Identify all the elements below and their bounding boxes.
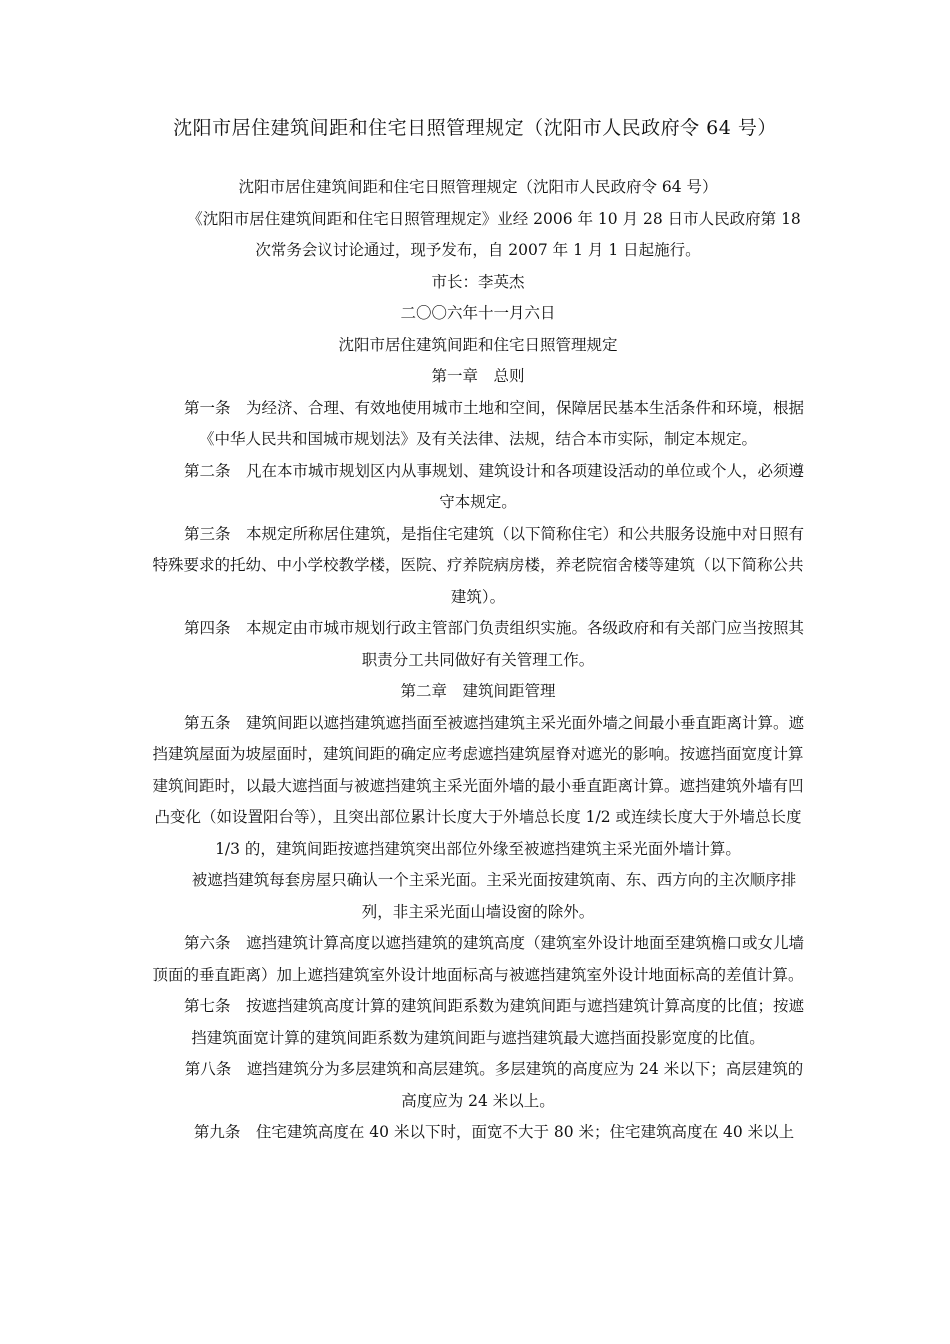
article-paragraph: 被遮挡建筑每套房屋只确认一个主采光面。主采光面按建筑南、东、西方向的主次顺序排列，非主采光面山墙设窗的除外。	[191, 871, 797, 921]
regulation-title: 沈阳市居住建筑间距和住宅日照管理规定	[338, 335, 618, 354]
article-paragraph: 第六条 遮挡建筑计算高度以遮挡建筑的建筑高度（建筑室外设计地面至建筑檐口或女儿墙顶面的垂直距离）加上遮挡建筑室外设计地面标高与被遮挡建筑室外设计地面标高的差值计算。	[152, 934, 804, 984]
promulgation-paragraph: 《沈阳市居住建筑间距和住宅日照管理规定》业经 2006 年 10 月 28 日市人民政府第 18 次常务会议讨论通过，现予发布，自 2007 年 1 月 1 日起施行。	[187, 209, 801, 259]
issue-date: 二〇〇六年十一月六日	[400, 304, 556, 322]
article-paragraph: 第七条 按遮挡建筑高度计算的建筑间距系数为建筑间距与遮挡建筑计算高度的比值；按遮挡建筑面宽计算的建筑间距系数为建筑间距与遮挡建筑最大遮挡面投影宽度的比值。	[183, 997, 804, 1047]
article-paragraph: 第三条 本规定所称居住建筑，是指住宅建筑（以下简称住宅）和公共服务设施中对日照有特殊要求的托幼、中小学校教学楼，医院、疗养院病房楼，养老院宿舍楼等建筑（以下简称公共建筑）。	[152, 524, 804, 606]
article-paragraph: 第一条 为经济、合理、有效地使用城市土地和空间，保障居民基本生活条件和环境，根据《中华人民共和国城市规划法》及有关法律、法规，结合本市实际，制定本规定。	[183, 398, 804, 448]
subtitle-paragraph: 沈阳市居住建筑间距和住宅日照管理规定（沈阳市人民政府令 64 号）	[238, 178, 718, 196]
article-paragraph: 第四条 本规定由市城市规划行政主管部门负责组织实施。各级政府和有关部门应当按照其职责分工共同做好有关管理工作。	[183, 619, 804, 669]
mayor-signature: 市长：李英杰	[431, 272, 525, 291]
article-paragraph: 第九条 住宅建筑高度在 40 米以下时，面宽不大于 80 米；住宅建筑高度在 40 米以上	[193, 1123, 795, 1141]
article-paragraph: 第八条 遮挡建筑分为多层建筑和高层建筑。多层建筑的高度应为 24 米以下；高层建筑的高度应为 24 米以上。	[184, 1060, 804, 1110]
article-paragraph: 第五条 建筑间距以遮挡建筑遮挡面至被遮挡建筑主采光面外墙之间最小垂直距离计算。遮挡建筑屋面为坡屋面时，建筑间距的确定应考虑遮挡建筑屋脊对遮光的影响。按遮挡面宽度计算建筑间距时，以最大遮挡面与被遮挡建筑主采光面外墙的最小垂直距离计算。遮挡建筑外墙有凹凸变化（如设置阳台等），且突出部位累计长度大于外墙总长度 1/2 或连续长度大于外墙总长度 1/3 的，建筑间距按遮挡建筑突出部位外缘至被遮挡建筑主采光面外墙计算。	[152, 713, 804, 858]
article-paragraph: 第二条 凡在本市城市规划区内从事规划、建筑设计和各项建设活动的单位或个人，必须遵守本规定。	[183, 461, 804, 511]
document-body	[148, 172, 808, 1149]
chapter-heading: 第一章 总则	[431, 367, 525, 385]
chapter-heading: 第二章 建筑间距管理	[400, 682, 556, 700]
document-title: 沈阳市居住建筑间距和住宅日照管理规定（沈阳市人民政府令 64 号）	[173, 117, 777, 139]
